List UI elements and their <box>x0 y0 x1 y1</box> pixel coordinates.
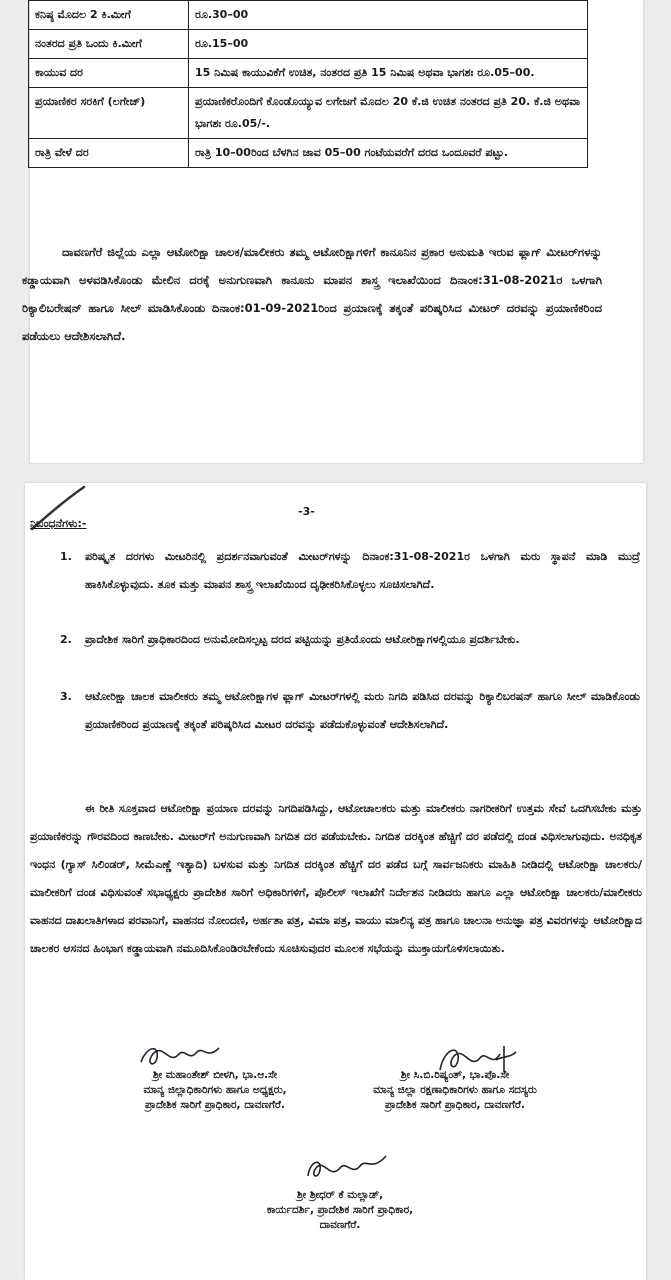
fare-table <box>28 0 588 168</box>
signatory-block <box>190 1188 490 1233</box>
table-cell-value: ರೂ.30–00 <box>189 1 588 30</box>
table-row <box>29 59 588 88</box>
list-text: ಪ್ರಾದೇಶಿಕ ಸಾರಿಗೆ ಪ್ರಾಧಿಕಾರದಿಂದ ಅನುಮೋದಿಸಲ್ಪಟ್ಟ ದರದ ಪಟ್ಟಿಯನ್ನು ಪ್ರತಿಯೊಂದು ಆಟೋರಿಕ್ಷಾಗಳಲ್ಲಿಯೂ ಪ್ರದರ್ಶಿಬೇಕು. <box>85 633 520 646</box>
table-cell-label: ಕನಿಷ್ಠ ಮೊದಲ 2 ಕಿ.ಮೀಗೆ <box>29 1 189 30</box>
table-row <box>29 88 588 139</box>
table-cell-value: ಪ್ರಯಾಣಿಕರೊಂದಿಗೆ ಕೊಂಡೊಯ್ಯುವ ಲಗೇಜಗೆ ಮೊದಲ 20 ಕೆ.ಜಿ ಉಚಿತ ನಂತರದ ಪ್ರತಿ 20. ಕೆ.ಜಿ ಅಥವಾ ಭಾಗಶಃ ರೂ.05/-. <box>189 88 588 139</box>
signatory-name: ಶ್ರೀ ಮಹಾಂತೇಶ್ ಬೀಳಗಿ, ಭಾ.ಆ.ಸೇ <box>152 1069 278 1081</box>
signatory-name: ಶ್ರೀ ಸಿ.ಬಿ.ರಿಷ್ಯಂತ್, ಭಾ.ಪೊ.ಸೇ <box>400 1069 510 1081</box>
signatory-office: ದಾವಣಗೆರೆ. <box>319 1219 361 1231</box>
conditions-heading: ನಿಬಂಧನೆಗಳು:- <box>30 517 87 530</box>
list-item <box>60 683 640 739</box>
table-cell-value: ರಾತ್ರಿ 10–00ರಿಂದ ಬೆಳಗಿನ ಜಾವ 05–00 ಗಂಟೆಯವರೆಗೆ ದರದ ಒಂದೂವರೆ ಪಟ್ಟು. <box>189 139 588 168</box>
list-item <box>60 626 640 654</box>
order-paragraph: ದಾವಣಗೆರೆ ಜಿಲ್ಲೆಯ ಎಲ್ಲಾ ಆಟೋರಿಕ್ಷಾ ಚಾಲಕ/ಮಾಲೀಕರು ತಮ್ಮ ಆಟೋರಿಕ್ಷಾಗಳಿಗೆ ಕಾನೂನಿನ ಪ್ರಕಾರ ಅನುಮತಿ ಇರುವ ಫ್ಲಾಗ್ ಮೀಟರ್‌ಗಳನ್ನು ಕಡ್ಡಾಯವಾಗಿ ಅಳವಡಿಸಿಕೊಂಡು ಮೇಲಿನ ದರಕ್ಕೆ ಅನುಗುಣವಾಗಿ ಕಾನೂನು ಮಾಪನ ಶಾಸ್ತ್ರ ಇಲಾಖೆಯಿಂದ ದಿನಾಂಕ:31-08-2021ರ ಒಳಗಾಗಿ ರಿಕ್ಯಾಲಿಬರೇಷನ್ ಹಾಗೂ ಸೀಲ್ ಮಾಡಿಸಿಕೊಂಡು ದಿನಾಂಕ:01-09-2021ರಿಂದ ಪ್ರಯಾಣಕ್ಕೆ ತಕ್ಕಂತೆ ಪರಿಷ್ಕರಿಸಿದ ಮೀಟರ್ ದರವನ್ನು ಪ್ರಯಾಣಿಕರಿಂದ ಪಡೆಯಲು ಆದೇಶಿಸಲಾಗಿದೆ. <box>22 245 602 343</box>
signatory-title: ಕಾರ್ಯದರ್ಶಿ, ಪ್ರಾದೇಶಿಕ ಸಾರಿಗೆ ಪ್ರಾಧಿಕಾರ, <box>266 1204 414 1216</box>
table-cell-value: ರೂ.15–00 <box>189 30 588 59</box>
signatory-name: ಶ್ರೀ ಶ್ರೀಧರ್ ಕೆ ಮಲ್ಲಾಡ್, <box>296 1189 384 1201</box>
list-text: ಪರಿಷ್ಕೃತ ದರಗಳು ಮೀಟರಿನಲ್ಲಿ ಪ್ರದರ್ಶನವಾಗುವಂತೆ ಮೀಟರ್‌ಗಳನ್ನು ದಿನಾಂಕ:31-08-2021ರ ಒಳಗಾಗಿ ಮರು ಸ್ಥಾಪನೆ ಮಾಡಿ ಮುದ್ರೆ ಹಾಕಿಸಿಕೊಳ್ಳುವುದು. ತೂಕ ಮತ್ತು ಮಾಪನ ಶಾಸ್ತ್ರ ಇಲಾಖೆಯಿಂದ ದೃಢೀಕರಿಸಿಕೊಳ್ಳಲು ಸೂಚಿಸಲಾಗಿದೆ. <box>85 550 640 591</box>
list-item <box>60 543 640 599</box>
list-number: 1. <box>60 550 72 563</box>
table-cell-label: ನಂತರದ ಪ್ರತಿ ಒಂದು ಕಿ.ಮೀಗೆ <box>29 30 189 59</box>
table-cell-label: ಪ್ರಯಾಣಿಕರ ಸರಕಿಗೆ (ಲಗೇಜ್) <box>29 88 189 139</box>
list-number: 2. <box>60 633 72 646</box>
signature-3-icon <box>300 1150 390 1188</box>
signatory-title: ಮಾನ್ಯ ಜಿಲ್ಲಾ ರಕ್ಷಣಾಧಿಕಾರಿಗಳು ಹಾಗೂ ಸದಸ್ಯರು <box>373 1084 537 1096</box>
table-row <box>29 1 588 30</box>
signatory-office: ಪ್ರಾದೇಶಿಕ ಸಾರಿಗೆ ಪ್ರಾಧಿಕಾರ, ದಾವಣಗೆರೆ. <box>385 1099 525 1111</box>
table-cell-value: 15 ನಿಮಿಷ ಕಾಯುವಿಕೆಗೆ ಉಚಿತ, ನಂತರದ ಪ್ರತಿ 15 ನಿಮಿಷ ಅಥವಾ ಭಾಗಶಃ ರೂ.05–00. <box>189 59 588 88</box>
resolution-paragraph: ಈ ರೀತಿ ಸೂಕ್ತವಾದ ಆಟೋರಿಕ್ಷಾ ಪ್ರಯಾಣ ದರವನ್ನು ನಿಗದಿಪಡಿಸಿದ್ದು, ಆಟೋಚಾಲಕರು ಮತ್ತು ಮಾಲೀಕರು ನಾಗರೀಕರಿಗೆ ಉತ್ತಮ ಸೇವೆ ಒದಗಿಸಬೇಕು ಮತ್ತು ಪ್ರಯಾಣಿಕರನ್ನು ಗೌರವದಿಂದ ಕಾಣಬೇಕು. ಮೀಟರ್‌ಗೆ ಅನುಗುಣವಾಗಿ ನಿಗದಿತ ದರ ಪಡೆಯಬೇಕು. ನಿಗದಿತ ದರಕ್ಕಿಂತ ಹೆಚ್ಚಿಗೆ ದರ ಪಡೆದಲ್ಲಿ ದಂಡ ವಿಧಿಸಲಾಗುವುದು. ಅನಧಿಕೃತ ಇಂಧನ (ಗ್ಯಾಸ್ ಸಿಲಿಂಡರ್, ಸೀಮೆಎಣ್ಣೆ ಇತ್ಯಾದಿ) ಬಳಸುವ ಮತ್ತು ನಿಗದಿತ ದರಕ್ಕಿಂತ ಹೆಚ್ಚಿಗೆ ದರ ಪಡೆದ ಬಗ್ಗೆ ಸಾರ್ವಜನಿಕರು ಮಾಹಿತಿ ನೀಡಿದಲ್ಲಿ ಆಟೋರಿಕ್ಷಾ ಚಾಲಕರು/ಮಾಲೀಕರಿಗೆ ದಂಡ ವಿಧಿಸುವಂತೆ ಸಭಾಧ್ಯಕ್ಷರು ಪ್ರಾದೇಶಿಕ ಸಾರಿಗೆ ಅಧಿಕಾರಿಗಳಿಗೆ, ಪೊಲೀಸ್ ಇಲಾಖೆಗೆ ನಿರ್ದೇಶನ ನೀಡಿದರು ಹಾಗೂ ಎಲ್ಲಾ ಆಟೋರಿಕ್ಷಾ ಚಾಲಕರು/ಮಾಲೀಕರು ವಾಹನದ ದಾಖಲಾತಿಗಳಾದ ಪರವಾನಿಗೆ, ವಾಹನದ ನೋಂದಣಿ, ಅರ್ಹತಾ ಪತ್ರ, ವಿಮಾ ಪತ್ರ, ವಾಯು ಮಾಲಿನ್ಯ ಪತ್ರ ಹಾಗೂ ಚಾಲನಾ ಅನುಜ್ಞಾ ಪತ್ರ ವಿವರಗಳನ್ನು ಆಟೋರಿಕ್ಷಾದ ಚಾಲಕರ ಆಸನದ ಹಿಂಭಾಗ ಕಡ್ಡಾಯವಾಗಿ ನಮೂದಿಸಿಕೊಂಡಿರಬೇಕೆಂದು ಸೂಚಿಸುವುದರ ಮೂಲಕ ಸಭೆಯನ್ನು ಮುಕ್ತಾಯಗೊಳಿಸಲಾಯಿತು. <box>30 802 642 955</box>
table-row <box>29 139 588 168</box>
signatory-block <box>300 1068 610 1113</box>
table-row <box>29 30 588 59</box>
table-cell-label: ರಾತ್ರಿ ವೇಳೆ ದರ <box>29 139 189 168</box>
signatory-office: ಪ್ರಾದೇಶಿಕ ಸಾರಿಗೆ ಪ್ರಾಧಿಕಾರ, ದಾವಣಗೆರೆ. <box>145 1099 285 1111</box>
table-cell-label: ಕಾಯುವ ದರ <box>29 59 189 88</box>
signatory-title: ಮಾನ್ಯ ಜಿಲ್ಲಾಧಿಕಾರಿಗಳು ಹಾಗೂ ಅಧ್ಯಕ್ಷರು, <box>143 1084 287 1096</box>
list-text: ಆಟೋರಿಕ್ಷಾ ಚಾಲಕ ಮಾಲೀಕರು ತಮ್ಮ ಆಟೋರಿಕ್ಷಾಗಳ ಫ್ಲಾಗ್ ಮೀಟರ್‌ಗಳಲ್ಲಿ ಮರು ನಿಗದಿ ಪಡಿಸಿದ ದರವನ್ನು ರಿಕ್ಯಾಲಿಬರಷನ್ ಹಾಗೂ ಸೀಲ್ ಮಾಡಿಕೊಂಡು ಪ್ರಯಾಣಿಕರಿಂದ ಪ್ರಯಾಣಕ್ಕೆ ತಕ್ಕಂತೆ ಪರಿಷ್ಕರಿಸಿದ ಮೀಟರ ದರವನ್ನು ಪಡೆದುಕೊಳ್ಳುವಂತೆ ಆದೇಶಿಸಲಾಗಿದೆ. <box>85 690 640 731</box>
list-number: 3. <box>60 690 72 703</box>
page-number: -3- <box>298 505 315 518</box>
